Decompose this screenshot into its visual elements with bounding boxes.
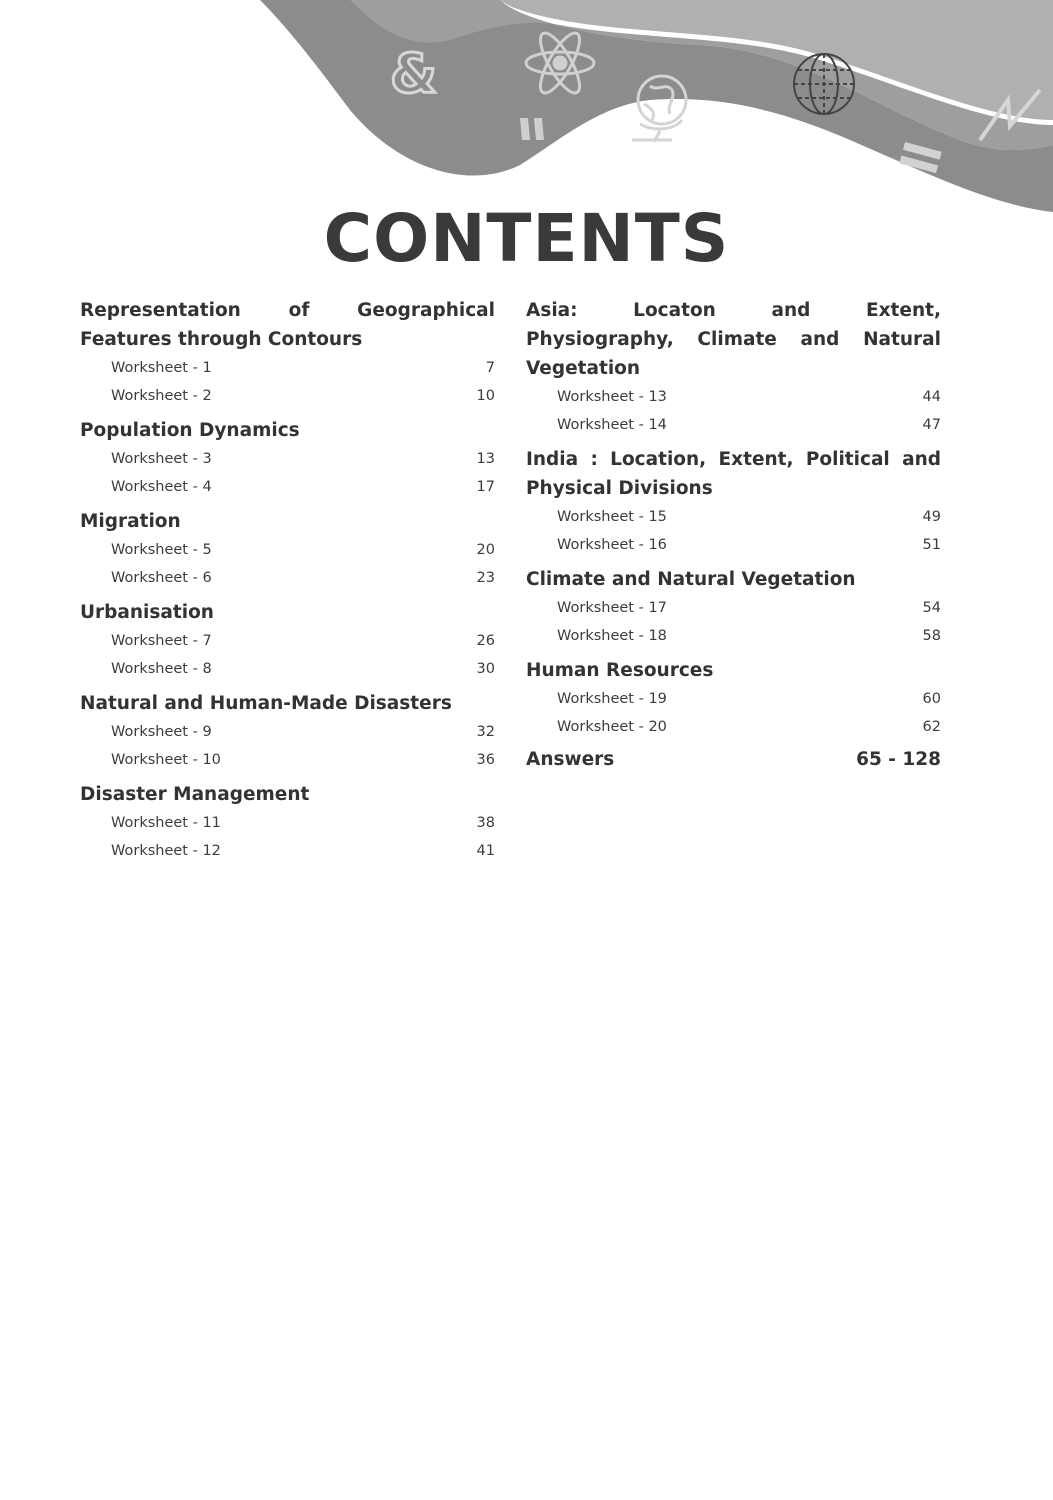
- entry-page-number: 23: [476, 570, 495, 586]
- toc-entry: [80, 809, 495, 837]
- entry-label: Worksheet - 12: [111, 843, 221, 859]
- toc-section: [80, 416, 495, 501]
- entry-page-number: 20: [476, 542, 495, 558]
- answers-label: Answers: [526, 749, 615, 770]
- toc-entry: [526, 622, 941, 650]
- toc-entry: [526, 503, 941, 531]
- toc-entry: [80, 718, 495, 746]
- toc-entry: [526, 531, 941, 559]
- section-title: Natural and Human-Made Disasters: [80, 693, 452, 714]
- entry-label: Worksheet - 16: [557, 537, 667, 553]
- toc-entry: [80, 746, 495, 774]
- entry-label: Worksheet - 3: [111, 451, 212, 467]
- toc-entry: [526, 383, 941, 411]
- entry-page-number: 62: [922, 719, 941, 735]
- toc-entry: [80, 445, 495, 473]
- toc-entry: [80, 473, 495, 501]
- entry-label: Worksheet - 5: [111, 542, 212, 558]
- toc-column-left: [80, 296, 495, 871]
- toc-section: [526, 445, 941, 559]
- entry-page-number: 41: [476, 843, 495, 859]
- entry-label: Worksheet - 18: [557, 628, 667, 644]
- section-title: Asia: Locaton and Extent, Physiography, Climate and Natural Vegetation: [526, 300, 941, 379]
- entry-page-number: 60: [922, 691, 941, 707]
- entry-label: Worksheet - 1: [111, 360, 212, 376]
- section-title: Population Dynamics: [80, 420, 300, 441]
- toc-section: [80, 780, 495, 865]
- toc-entry: [526, 713, 941, 741]
- entry-page-number: 17: [476, 479, 495, 495]
- section-title: Representation of Geographical Features through Contours: [80, 300, 495, 350]
- entry-label: Worksheet - 9: [111, 724, 212, 740]
- entry-page-number: 13: [476, 451, 495, 467]
- entry-label: Worksheet - 8: [111, 661, 212, 677]
- answers-page-range: 65 - 128: [856, 749, 941, 770]
- section-title: Urbanisation: [80, 602, 214, 623]
- entry-label: Worksheet - 11: [111, 815, 221, 831]
- entry-label: Worksheet - 13: [557, 389, 667, 405]
- world-grid-icon: [794, 54, 854, 114]
- entry-page-number: 51: [922, 537, 941, 553]
- entry-page-number: 38: [476, 815, 495, 831]
- section-title: Migration: [80, 511, 181, 532]
- section-title: Climate and Natural Vegetation: [526, 569, 856, 590]
- entry-page-number: 58: [922, 628, 941, 644]
- toc-entry: [80, 655, 495, 683]
- entry-label: Worksheet - 2: [111, 388, 212, 404]
- toc-entry: [80, 837, 495, 865]
- header-wave-banner: [0, 0, 1053, 215]
- entry-page-number: 30: [476, 661, 495, 677]
- entry-page-number: 10: [476, 388, 495, 404]
- entry-label: Worksheet - 19: [557, 691, 667, 707]
- toc-entry: [80, 536, 495, 564]
- entry-page-number: 44: [922, 389, 941, 405]
- entry-label: Worksheet - 7: [111, 633, 212, 649]
- toc-entry: [526, 685, 941, 713]
- entry-page-number: 47: [922, 417, 941, 433]
- entry-page-number: 26: [476, 633, 495, 649]
- toc-entry: [80, 564, 495, 592]
- section-title: Human Resources: [526, 660, 714, 681]
- toc-entry: [526, 411, 941, 439]
- toc-section: [526, 656, 941, 741]
- entry-label: Worksheet - 4: [111, 479, 212, 495]
- answers-entry: [526, 745, 941, 774]
- entry-label: Worksheet - 14: [557, 417, 667, 433]
- entry-page-number: 49: [922, 509, 941, 525]
- entry-label: Worksheet - 6: [111, 570, 212, 586]
- entry-label: Worksheet - 20: [557, 719, 667, 735]
- ampersand-icon: [390, 42, 437, 105]
- toc-section: [80, 689, 495, 774]
- toc-column-right: [526, 296, 941, 774]
- svg-text:&: &: [390, 42, 438, 105]
- toc-section: [526, 296, 941, 439]
- entry-label: Worksheet - 10: [111, 752, 221, 768]
- entry-page-number: 36: [476, 752, 495, 768]
- toc-entry: [526, 594, 941, 622]
- toc-entry: [80, 382, 495, 410]
- toc-section: [80, 598, 495, 683]
- section-title: India : Location, Extent, Political and Physical Divisions: [526, 449, 941, 499]
- toc-section: [526, 565, 941, 650]
- page-title: CONTENTS: [323, 200, 730, 277]
- entry-label: Worksheet - 17: [557, 600, 667, 616]
- toc-entry: [80, 627, 495, 655]
- toc-section: [80, 296, 495, 410]
- entry-page-number: 32: [476, 724, 495, 740]
- entry-page-number: 54: [922, 600, 941, 616]
- toc-entry: [80, 354, 495, 382]
- section-title: Disaster Management: [80, 784, 310, 805]
- toc-section: [80, 507, 495, 592]
- entry-label: Worksheet - 15: [557, 509, 667, 525]
- entry-page-number: 7: [485, 360, 495, 376]
